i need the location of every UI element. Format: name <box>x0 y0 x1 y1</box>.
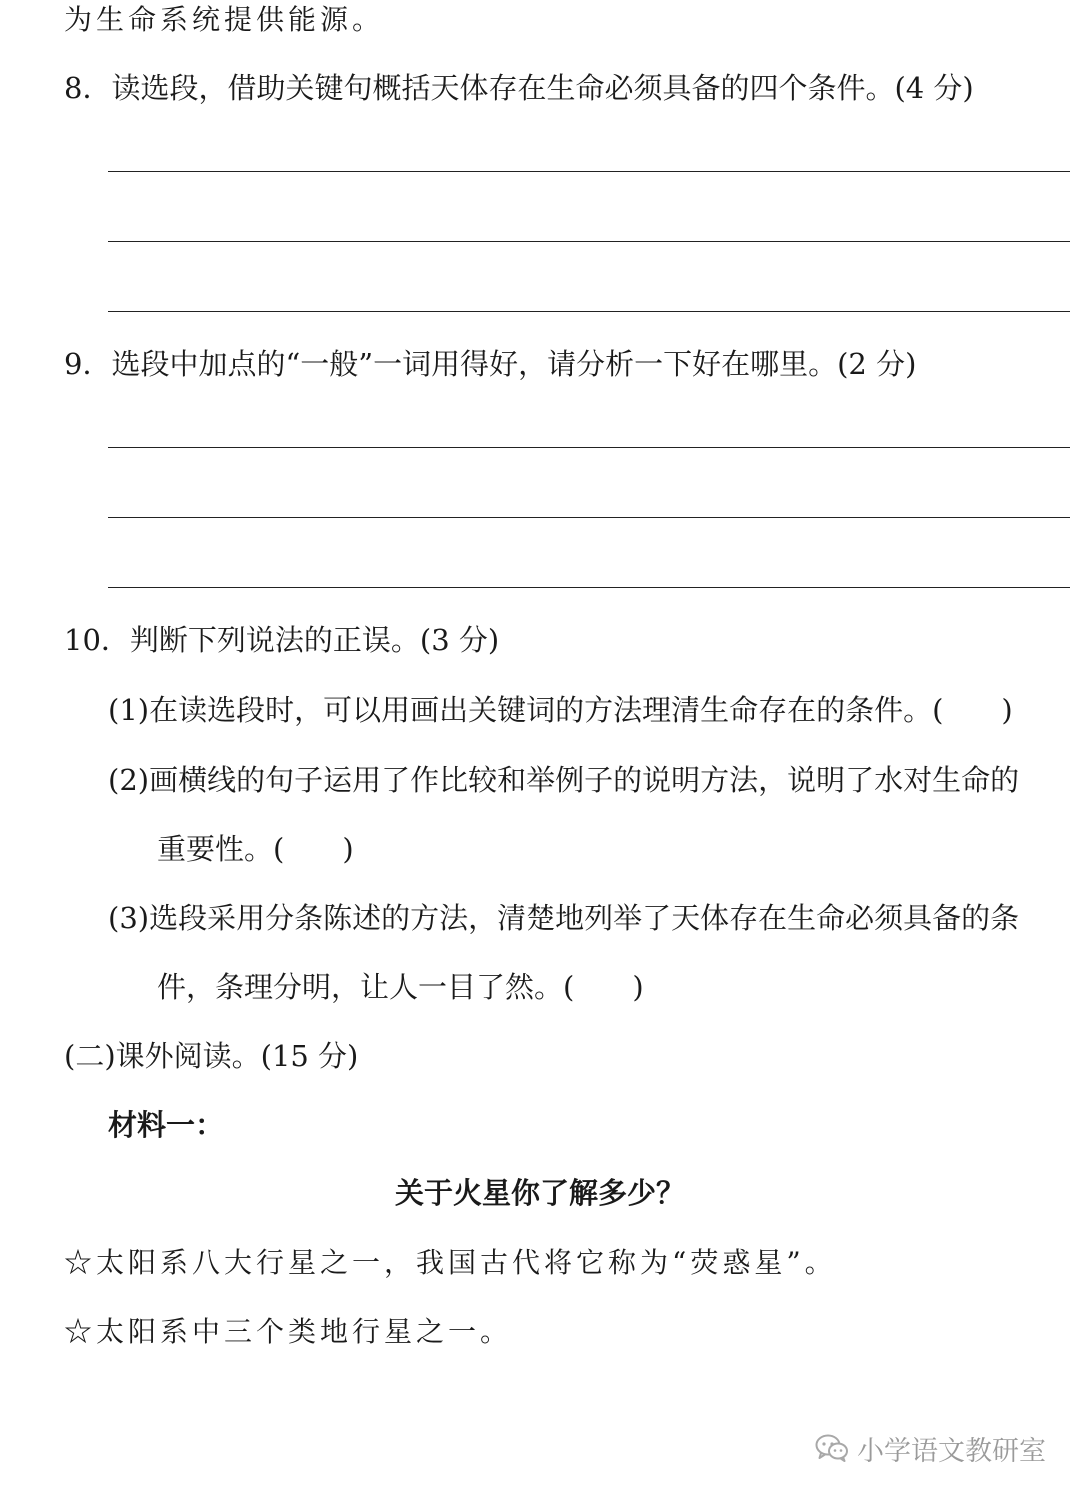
q10-item-1: (1)在读选段时，可以用画出关键词的方法理清生命存在的条件。( ) <box>108 693 1013 727</box>
question-10: 10．判断下列说法的正误。(3 分) <box>64 623 500 657</box>
material-label: 材料一： <box>108 1108 225 1142</box>
watermark-text: 小学语文教研室 <box>857 1435 1046 1467</box>
previous-text: 为生命系统提供能源。 <box>64 3 385 36</box>
answer-line[interactable] <box>108 447 1070 448</box>
watermark <box>815 1428 1046 1468</box>
q10-item-3-line2: 件，条理分明，让人一目了然。( ) <box>157 970 644 1004</box>
question-8: 8．读选段，借助关键句概括天体存在生命必须具备的四个条件。(4 分) <box>64 71 974 105</box>
material-title: 关于火星你了解多少？ <box>394 1176 685 1210</box>
answer-line[interactable] <box>108 587 1070 588</box>
section-heading: (二)课外阅读。(15 分) <box>64 1039 359 1073</box>
question-9: 9．选段中加点的“一般”一词用得好，请分析一下好在哪里。(2 分) <box>64 347 917 381</box>
bullet-item: ☆太阳系八大行星之一，我国古代将它称为“荧惑星”。 <box>64 1246 837 1279</box>
wechat-icon <box>815 1434 849 1462</box>
q10-item-3-line1: (3)选段采用分条陈述的方法，清楚地列举了天体存在生命必须具备的条 <box>108 901 1020 935</box>
answer-line[interactable] <box>108 171 1070 172</box>
answer-line[interactable] <box>108 241 1070 242</box>
q10-item-2-line2: 重要性。( ) <box>157 832 354 866</box>
bullet-item: ☆太阳系中三个类地行星之一。 <box>64 1315 513 1348</box>
answer-line[interactable] <box>108 311 1070 312</box>
q10-item-2-line1: (2)画横线的句子运用了作比较和举例子的说明方法，说明了水对生命的 <box>108 763 1020 797</box>
answer-line[interactable] <box>108 517 1070 518</box>
